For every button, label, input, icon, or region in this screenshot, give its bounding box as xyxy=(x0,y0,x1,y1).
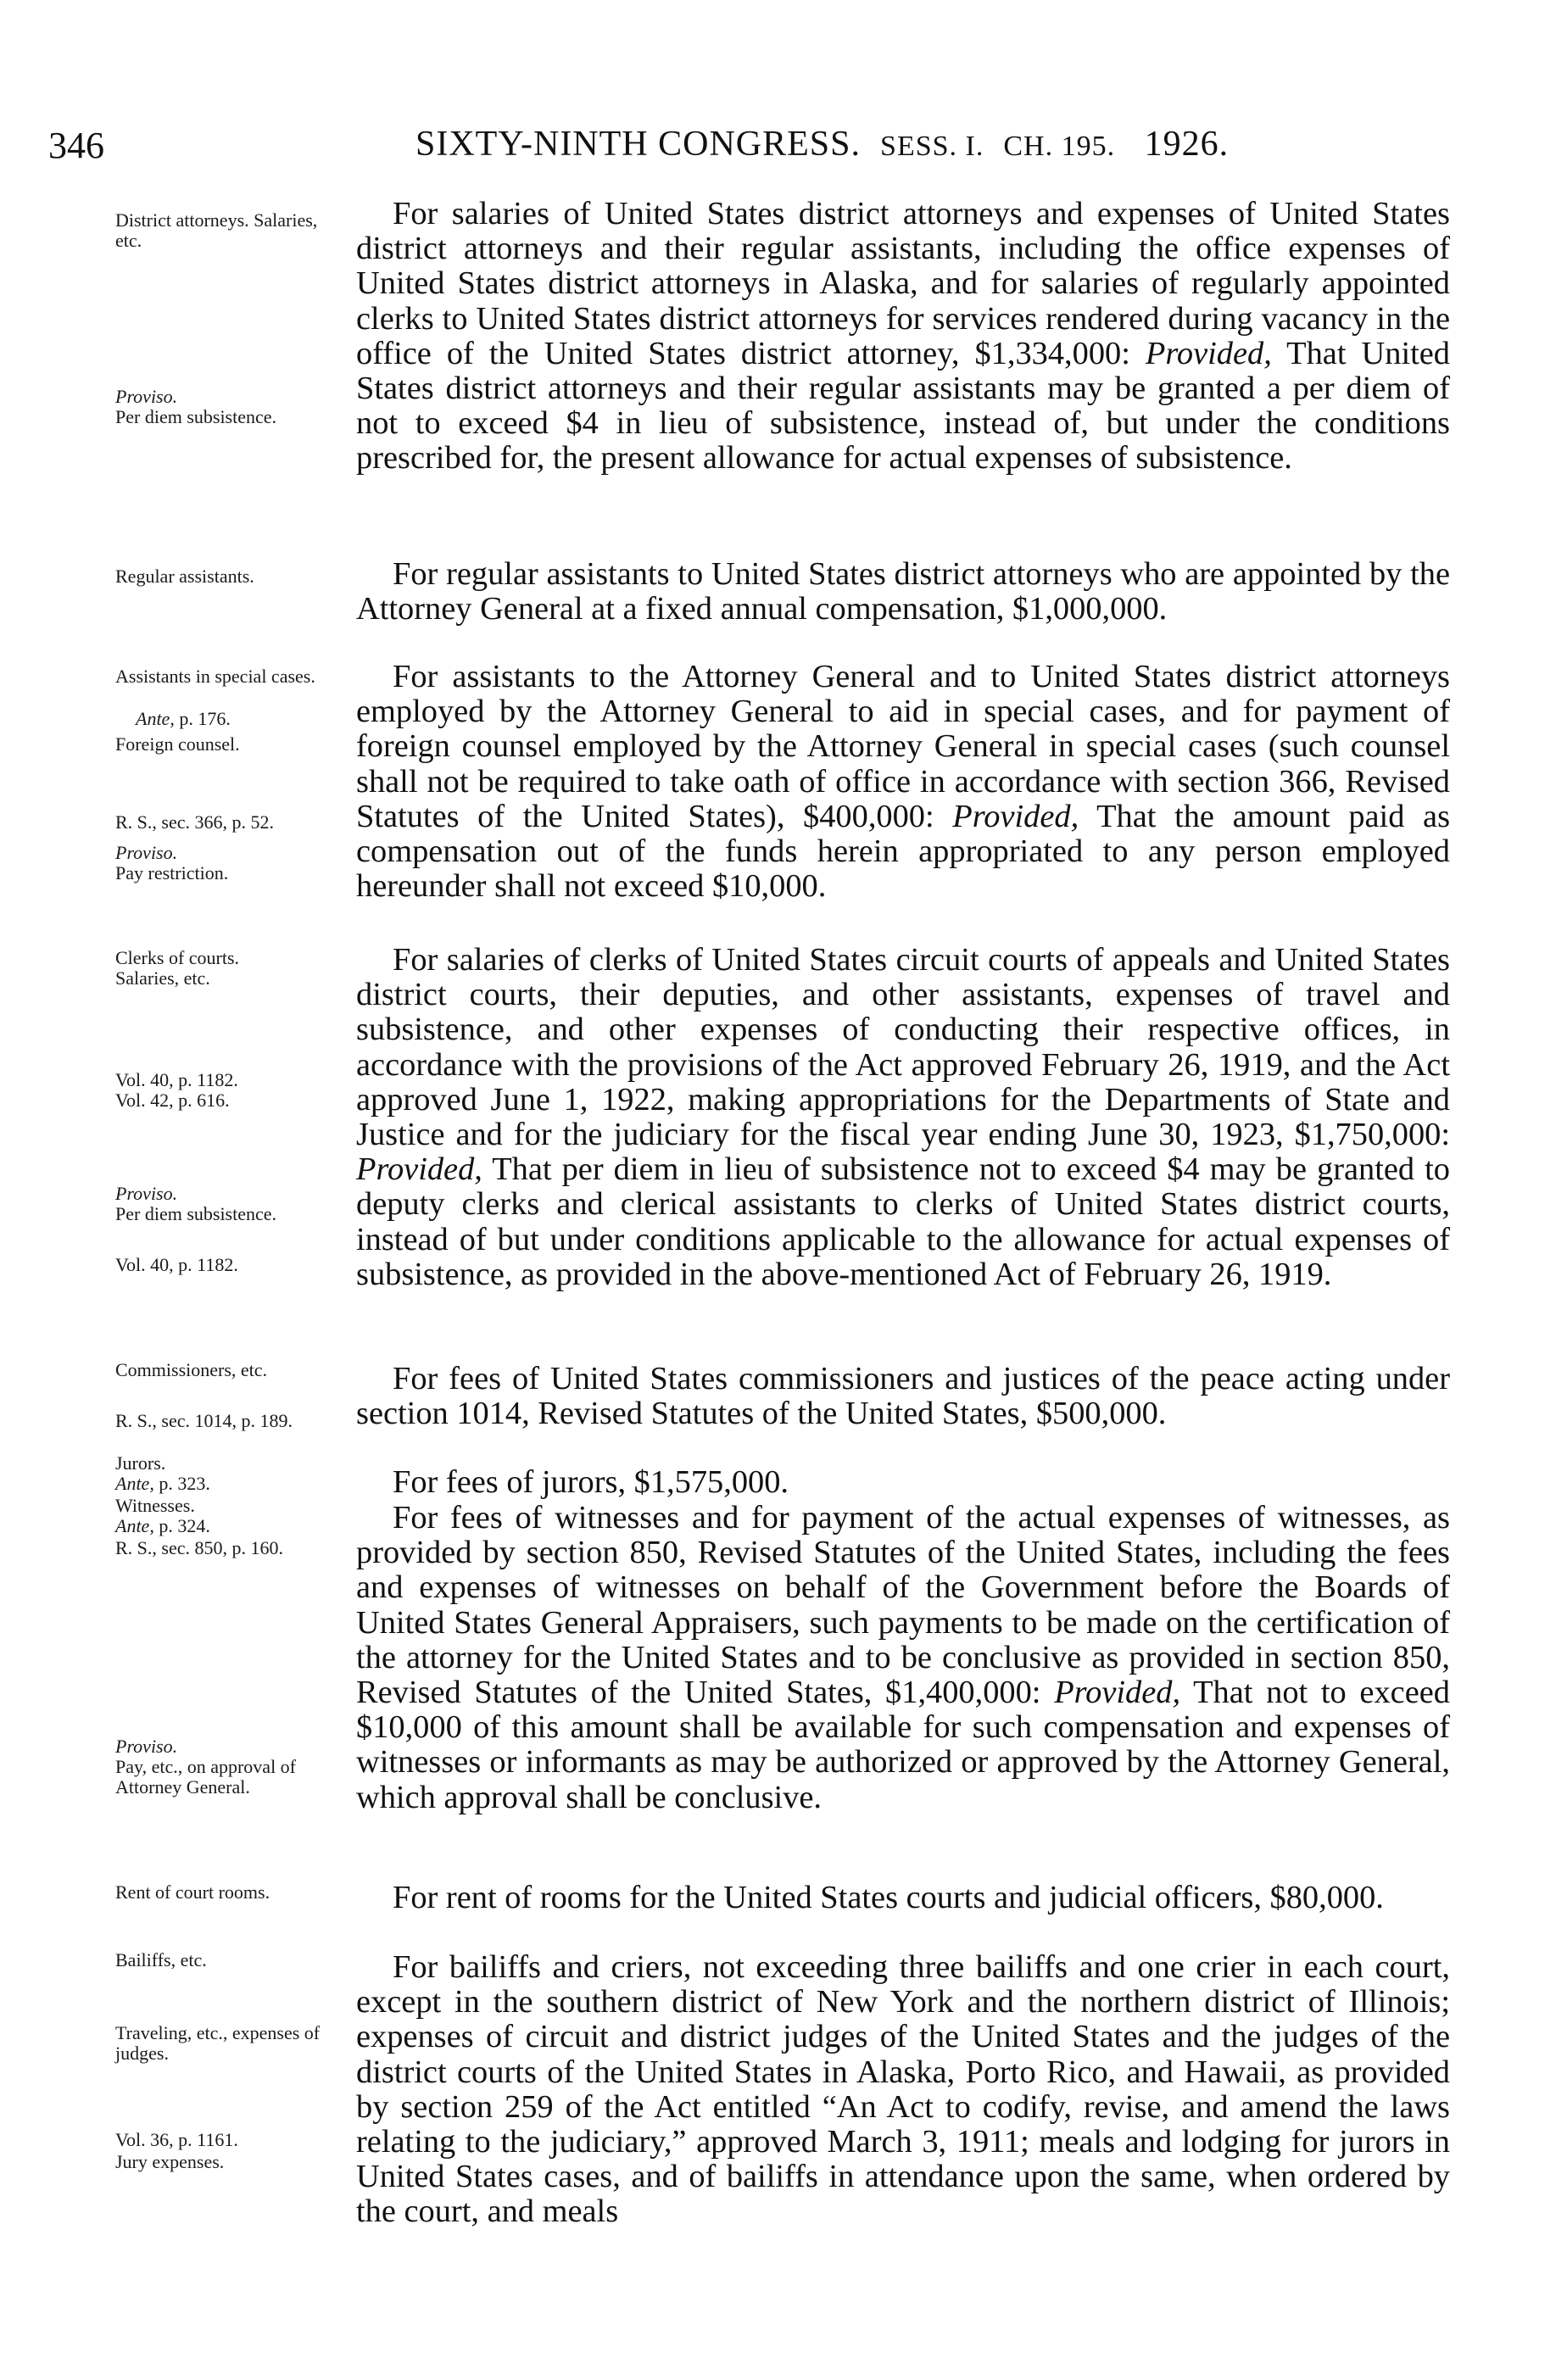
paragraph-special-assistants: For assistants to the Attorney General and to United States district attorneys employed by the Attorney General to aid in special cases, and for payment of foreign counsel employed by the Attorney General in special cases (such counsel shall not be required to take oath of office in accordance with section 366, Revised Statutes of the United States), $400,000: Provided, That the amount paid as compensation out of the funds herein appropriated to any person employed hereunder shall not exceed $10,000. xyxy=(356,659,1451,905)
session-label: SESS. I. xyxy=(880,131,984,162)
year-label: 1926. xyxy=(1144,125,1230,164)
margin-note: Witnesses. xyxy=(115,1495,195,1516)
paragraph-district-attorneys: For salaries of United States district attorneys and expenses of United States district attorneys and their regular assistants, including the office expenses of United States district attorneys in Alaska, and for salaries of regularly appointed clerks to United States district attorneys for services rendered during vacancy in the office of the United States district attorney, $1,334,000: Provided, That United States district attorneys and their regular assistants may be granted a per diem of not to exceed $4 in lieu of subsistence, instead of, but under the conditions prescribed for, the present allowance for actual expenses of subsistence. xyxy=(356,196,1451,477)
margin-note: Proviso. Per diem subsistence. xyxy=(115,1183,277,1224)
margin-note: Commissioners, etc. xyxy=(115,1359,268,1380)
margin-note: Vol. 40, p. 1182. xyxy=(115,1254,238,1275)
paragraph-regular-assistants: For regular assistants to United States district attorneys who are appointed by the Attorney General at a fixed annual compensation, $1,000,000. xyxy=(356,556,1450,627)
margin-note: Bailiffs, etc. xyxy=(115,1949,207,1970)
margin-note: R. S., sec. 850, p. 160. xyxy=(115,1537,283,1558)
margin-note: Assistants in special cases. xyxy=(115,666,315,687)
margin-note: Traveling, etc., expenses of judges. xyxy=(115,2022,321,2064)
running-header xyxy=(0,0,1567,195)
paragraph-jurors: For fees of jurors, $1,575,000. xyxy=(393,1464,789,1500)
margin-note: Foreign counsel. xyxy=(115,733,240,755)
paragraph-clerks-of-courts: For salaries of clerks of United States circuit courts of appeals and United States district courts, their deputies, and other assistants, expenses of travel and subsistence, and other expenses of conducting their respective offices, in accordance with the provisions of the Act approved February 26, 1919, and the Act approved June 1, 1922, making appropriations for the Departments of State and Justice and for the judiciary for the fiscal year ending June 30, 1923, $1,750,000: Provided, That per diem in lieu of subsistence not to exceed $4 may be granted to deputy clerks and clerical assistants to clerks of United States district courts, instead of but under conditions applicable to the allowance for actual expenses of subsistence, as provided in the above-mentioned Act of February 26, 1919. xyxy=(356,942,1451,1292)
paragraph-commissioners: For fees of United States commissioners and justices of the peace acting under section 1014, Revised Statutes of the United States, $500,000. xyxy=(356,1361,1450,1432)
chapter-label: CH. 195. xyxy=(1003,131,1116,162)
margin-note: Ante, p. 323. xyxy=(115,1473,210,1494)
congress-title: SIXTY-NINTH CONGRESS. xyxy=(415,125,862,164)
margin-note: Jury expenses. xyxy=(115,2151,225,2172)
margin-note: Proviso. Per diem subsistence. xyxy=(115,386,277,427)
margin-note: Vol. 40, p. 1182. Vol. 42, p. 616. xyxy=(115,1069,238,1111)
running-head-title xyxy=(415,124,1229,164)
margin-note: Ante, p. 324. xyxy=(115,1515,210,1536)
margin-note: Proviso. Pay restriction. xyxy=(115,842,229,883)
margin-note: Rent of court rooms. xyxy=(115,1881,270,1903)
page-number: 346 xyxy=(48,125,104,166)
margin-note: Clerks of courts. Salaries, etc. xyxy=(115,947,240,989)
margin-note: Regular assistants. xyxy=(115,566,254,587)
margin-note: Ante, p. 176. xyxy=(136,708,231,729)
paragraph-rent-of-rooms: For rent of rooms for the United States courts and judicial officers, $80,000. xyxy=(393,1880,1384,1915)
paragraph-witnesses: For fees of witnesses and for payment of the actual expenses of witnesses, as provided by section 850, Revised Statutes of the United States, including the fees and expenses of witnesses on behalf of the Government before the Boards of United States General Appraisers, such payments to be made on the certification of the attorney for the United States and to be conclusive as provided in section 850, Revised Statutes of the United States, $1,400,000: Provided, That not to exceed $10,000 of this amount shall be available for such compensation and expenses of witnesses or informants as may be authorized or approved by the Attorney General, which approval shall be conclusive. xyxy=(356,1500,1450,1815)
margin-note: Proviso. Pay, etc., on approval of Attorney General. xyxy=(115,1736,297,1798)
margin-note: R. S., sec. 1014, p. 189. xyxy=(115,1410,293,1431)
margin-note: Vol. 36, p. 1161. xyxy=(115,2129,238,2150)
margin-note: Jurors. xyxy=(115,1452,166,1474)
paragraph-bailiffs: For bailiffs and criers, not exceeding three bailiffs and one crier in each court, except in the southern district of New York and the northern district of Illinois; expenses of circuit and district judges of the United States and the judges of the district courts of the United States in Alaska, Porto Rico, and Hawaii, as provided by section 259 of the Act entitled “An Act to codify, revise, and amend the laws relating to the judiciary,” approved March 3, 1911; meals and lodging for jurors in United States cases, and of bailiffs in attendance upon the same, when ordered by the court, and meals xyxy=(356,1949,1450,2230)
margin-note: R. S., sec. 366, p. 52. xyxy=(115,811,274,833)
margin-note: District attorneys. Salaries, etc. xyxy=(115,209,318,251)
